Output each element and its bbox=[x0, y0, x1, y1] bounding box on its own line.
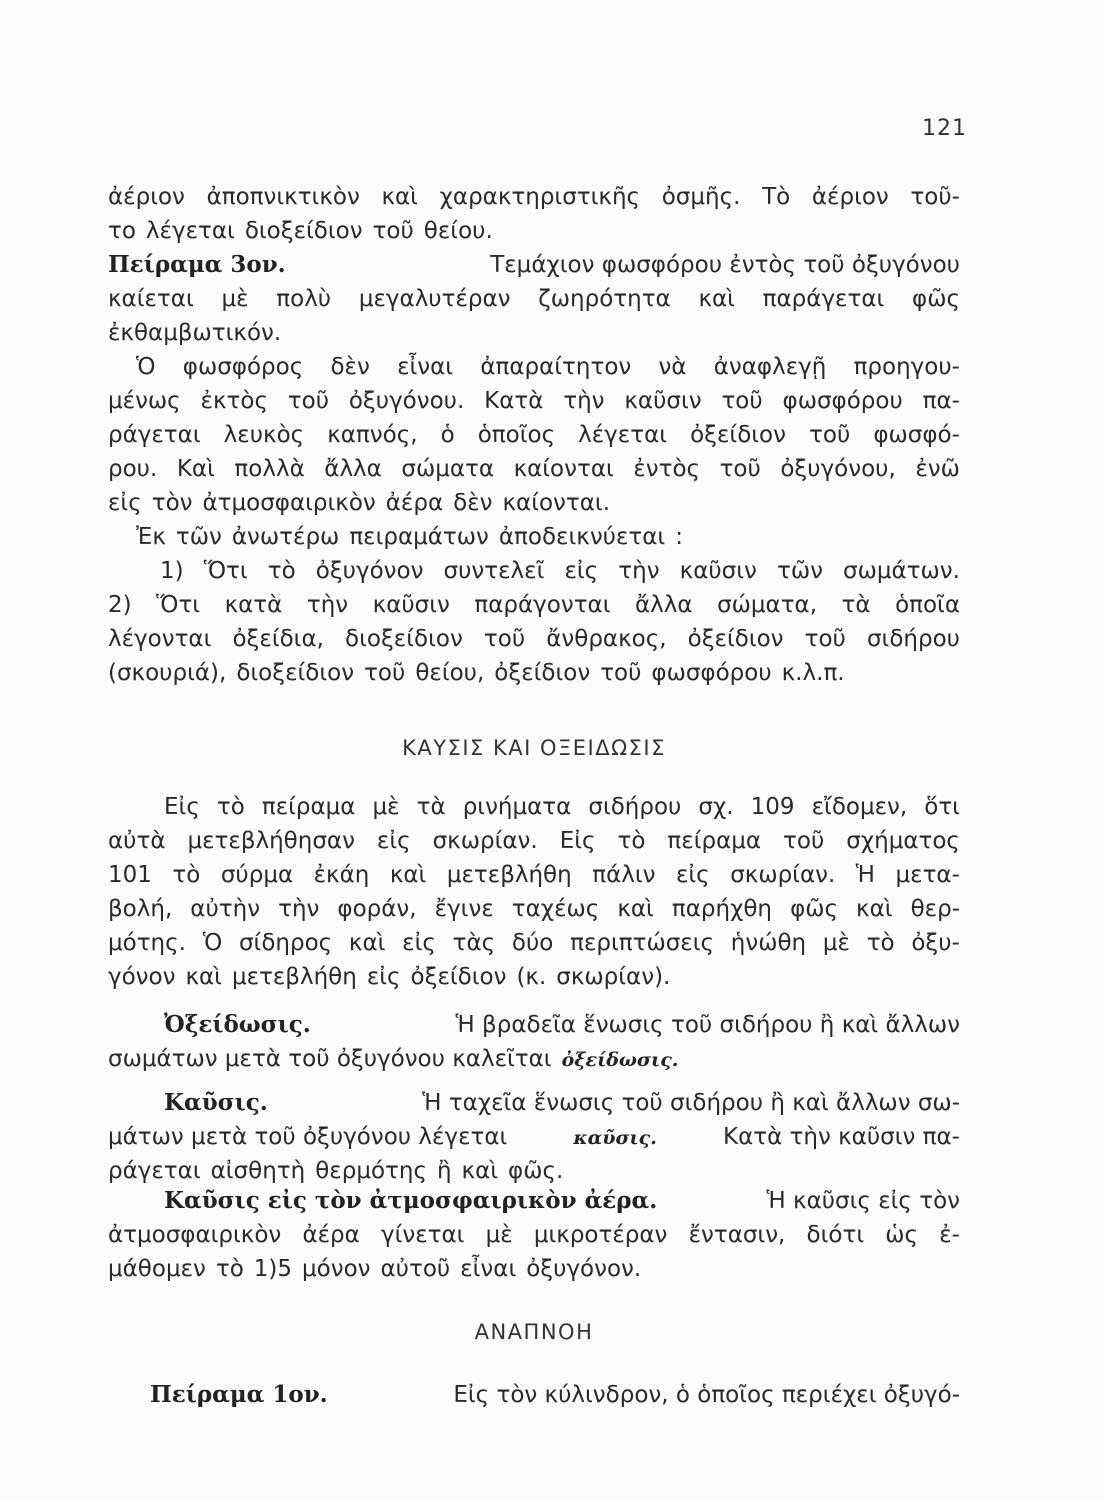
word: ἀποπνικτικὸν bbox=[206, 184, 360, 210]
word: ὀξείδιον bbox=[690, 422, 786, 448]
word: ράγεται bbox=[108, 1158, 201, 1184]
combustion-air-label: Καῦσις εἰς τὸν ἀτμοσφαιρικὸν ἀέρα. bbox=[164, 1187, 658, 1214]
word: καῦσιν bbox=[624, 388, 702, 414]
word: τὸ bbox=[617, 828, 646, 854]
word: πειραμάτων bbox=[349, 524, 489, 550]
word: ὁ bbox=[440, 422, 455, 448]
word: ἐντὸς bbox=[633, 456, 701, 482]
text-line bbox=[108, 1120, 960, 1154]
word: ἐκθαμβωτικόν. bbox=[108, 320, 282, 346]
word: δύο bbox=[511, 930, 554, 956]
word: (κ. bbox=[516, 964, 547, 990]
word: πείραμα bbox=[261, 794, 356, 820]
word: καὶ bbox=[461, 1158, 499, 1184]
word: σχήματος bbox=[846, 828, 960, 854]
word: ὀξυγόνον bbox=[315, 558, 424, 584]
word: εἰς bbox=[108, 490, 142, 516]
word: σχ. bbox=[698, 794, 734, 820]
word: εἰς bbox=[366, 964, 401, 990]
word: φωσφό- bbox=[873, 422, 960, 448]
text-line bbox=[108, 452, 960, 486]
combustion-text: Ἡ ταχεῖα ἕνωσις τοῦ σιδήρου ἢ καὶ ἄλλων σω- bbox=[422, 1090, 960, 1116]
text-line bbox=[108, 1042, 960, 1076]
word: μετεβλήθη bbox=[231, 964, 357, 990]
word: ἄνθρακος, bbox=[546, 626, 667, 652]
word: ἀνωτέρω bbox=[231, 524, 340, 550]
word: τοῦ bbox=[600, 660, 642, 686]
word: τοῦ bbox=[719, 456, 761, 482]
combustion-continuation: Κατὰ τὴν καῦσιν πα- bbox=[722, 1124, 960, 1150]
word: Ἡ bbox=[855, 862, 876, 888]
word: Ἐκ bbox=[136, 524, 166, 550]
word: προηγου- bbox=[853, 354, 960, 380]
text-line bbox=[108, 588, 960, 622]
text-line bbox=[108, 1378, 960, 1412]
word: μικροτέραν bbox=[533, 1222, 668, 1248]
word: ἀέριον bbox=[811, 184, 889, 210]
word: τὸ bbox=[216, 794, 245, 820]
word: ὀξείδιον bbox=[494, 660, 591, 686]
word: καὶ bbox=[381, 184, 418, 210]
word: τοῦ bbox=[783, 828, 825, 854]
word: αἰσθητὴ bbox=[210, 1158, 306, 1184]
word: ἢ bbox=[436, 1158, 452, 1184]
word: ἔντασιν, bbox=[688, 1222, 786, 1248]
word: 1)5 bbox=[253, 1256, 293, 1282]
experiment-3-label: Πείραμα 3ον. bbox=[108, 251, 286, 278]
text-line bbox=[108, 384, 960, 418]
text-line bbox=[108, 180, 960, 214]
section-heading-combustion-oxidation: ΚΑΥΣΙΣ ΚΑΙ ΟΞΕΙΔΩΣΙΣ bbox=[402, 736, 666, 760]
paragraph-combustion-in-air bbox=[108, 1184, 960, 1286]
word: πα- bbox=[922, 388, 960, 414]
word: ράγεται bbox=[108, 422, 201, 448]
word: γίνεται bbox=[380, 1222, 465, 1248]
word: χαρακτηριστικῆς bbox=[439, 184, 641, 210]
word: φωσφόρου bbox=[782, 388, 903, 414]
text-line bbox=[108, 790, 960, 824]
paragraph-iron-filings bbox=[108, 790, 960, 994]
word: ὀξείδια, bbox=[232, 626, 324, 652]
combustion-label: Καῦσις. bbox=[164, 1089, 268, 1116]
word: εἶναι bbox=[397, 354, 454, 380]
word: βολή, bbox=[108, 896, 173, 922]
word: καίονται bbox=[513, 456, 614, 482]
word: ταχέως bbox=[511, 896, 600, 922]
word: λέγεται bbox=[578, 422, 668, 448]
word: γόνον bbox=[108, 964, 176, 990]
word: περιπτώσεις bbox=[570, 930, 715, 956]
word: τῶν bbox=[175, 524, 222, 550]
word: τὰ bbox=[841, 592, 871, 618]
text-line bbox=[108, 248, 960, 282]
word: τὴν bbox=[306, 592, 349, 618]
word: παράγεται bbox=[762, 286, 885, 312]
word: τὴν bbox=[278, 896, 320, 922]
word: πολὺ bbox=[276, 286, 332, 312]
word: διοξείδιον bbox=[244, 218, 363, 244]
word: πολλὰ bbox=[234, 456, 305, 482]
word: Ὅτι bbox=[203, 558, 248, 584]
text-line bbox=[108, 1184, 960, 1218]
word: σίδηρος bbox=[238, 930, 333, 956]
experiment-1-label: Πείραμα 1ον. bbox=[150, 1381, 328, 1408]
paragraph-phosphorus bbox=[108, 350, 960, 690]
word: ὁποῖα bbox=[895, 592, 960, 618]
text-line bbox=[108, 350, 960, 384]
word: ἀτμοσφαιρικὸν bbox=[108, 1222, 282, 1248]
word: τοῦ bbox=[804, 626, 846, 652]
word: το bbox=[108, 218, 136, 244]
word: καὶ bbox=[185, 964, 222, 990]
word: ἀποδεικνύεται bbox=[498, 524, 666, 550]
word: τοῦ bbox=[809, 422, 851, 448]
word: ὀξείδιον bbox=[410, 964, 507, 990]
word: μετεβλήθησαν bbox=[187, 828, 355, 854]
word: διοξείδιον bbox=[236, 660, 355, 686]
oxidation-text: Ἡ βραδεῖα ἕνωσις τοῦ σιδήρου ἢ καὶ ἄλλων bbox=[455, 1012, 960, 1038]
word: : bbox=[675, 524, 683, 550]
text-line bbox=[108, 824, 960, 858]
word: φῶς. bbox=[508, 1158, 564, 1184]
word: ὀξείδιον bbox=[687, 626, 784, 652]
word: φῶς bbox=[912, 286, 960, 312]
word: κατὰ bbox=[224, 592, 283, 618]
word: ἡνώθη bbox=[730, 930, 807, 956]
word: λευκὸς bbox=[223, 422, 305, 448]
word: συντελεῖ bbox=[443, 558, 545, 584]
word: φῶς bbox=[790, 896, 838, 922]
word: καίονται. bbox=[502, 490, 611, 516]
paragraph-combustion bbox=[108, 1086, 960, 1188]
word: καὶ bbox=[617, 896, 654, 922]
word: Ὅτι bbox=[156, 592, 201, 618]
text-line bbox=[108, 960, 960, 994]
word: τὸ bbox=[172, 862, 201, 888]
word: σύρμα bbox=[220, 862, 294, 888]
combustion-air-text: Ἡ καῦσις εἰς τὸν bbox=[766, 1188, 960, 1214]
word: τοῦ bbox=[483, 626, 526, 652]
word: σκωρίαν. bbox=[730, 862, 836, 888]
combustion-definition: μάτων μετὰ τοῦ ὀξυγόνου λέγεται bbox=[108, 1124, 508, 1150]
word: ἀτμοσφαιρικὸν bbox=[202, 490, 376, 516]
word: μάθομεν bbox=[108, 1256, 206, 1282]
word: τοῦ bbox=[372, 218, 414, 244]
word: παράγονται bbox=[474, 592, 611, 618]
paragraph-oxidation bbox=[108, 1008, 960, 1076]
word: ὀξυ- bbox=[911, 930, 960, 956]
paragraph-experiment-1 bbox=[108, 1378, 960, 1412]
text-line bbox=[108, 486, 960, 520]
word: αὐτὰ bbox=[108, 828, 166, 854]
page-number: 121 bbox=[922, 116, 967, 141]
word: διοξείδιον bbox=[345, 626, 463, 652]
word: τοῦ bbox=[287, 388, 330, 414]
word: μὲ bbox=[822, 930, 850, 956]
word: καίεται bbox=[108, 286, 194, 312]
word: καῦσιν bbox=[372, 592, 450, 618]
word: ρινήματα bbox=[462, 794, 572, 820]
word: ἐνῶ bbox=[915, 456, 960, 482]
word: Ὁ bbox=[136, 354, 156, 380]
word: θερ- bbox=[910, 896, 960, 922]
oxidation-definition: σωμάτων μετὰ τοῦ ὀξυγόνου καλεῖται bbox=[108, 1046, 552, 1072]
word: παρήχθη bbox=[671, 896, 773, 922]
word: ἀέριον bbox=[108, 184, 185, 210]
word: καπνός, bbox=[327, 422, 418, 448]
word: εἰς bbox=[564, 558, 599, 584]
word: ἐ- bbox=[939, 1222, 960, 1248]
word: καὶ bbox=[389, 862, 427, 888]
word: σκωρίαν). bbox=[556, 964, 671, 990]
word: τῶν bbox=[776, 558, 823, 584]
oxidation-term: ὀξείδωσις. bbox=[561, 1049, 679, 1071]
text-line bbox=[108, 1008, 960, 1042]
word: 2) bbox=[108, 592, 132, 618]
experiment-1-text: Εἰς τὸν κύλινδρον, ὁ ὁποῖος περιέχει ὀξυγό- bbox=[453, 1382, 960, 1408]
text-line bbox=[108, 418, 960, 452]
word: αὐτὴν bbox=[190, 896, 261, 922]
word: θερμότης bbox=[315, 1158, 427, 1184]
word: ὁποῖος bbox=[477, 422, 556, 448]
word: 101 bbox=[108, 862, 152, 888]
text-line bbox=[108, 858, 960, 892]
word: ὡς bbox=[885, 1222, 919, 1248]
word: (σκουριά), bbox=[108, 660, 227, 686]
word: ἐκάη bbox=[313, 862, 370, 888]
section-heading-respiration: ΑΝΑΠΝΟΗ bbox=[474, 1320, 594, 1344]
word: τοῦ- bbox=[910, 184, 960, 210]
word: εἰς bbox=[675, 862, 710, 888]
word: θείου. bbox=[423, 218, 493, 244]
word: διότι bbox=[806, 1222, 865, 1248]
word: Κατὰ bbox=[484, 388, 544, 414]
text-line bbox=[108, 520, 960, 554]
word: φοράν, bbox=[337, 896, 417, 922]
text-line bbox=[108, 892, 960, 926]
word: ζωηρότητα bbox=[538, 286, 671, 312]
word: μεγαλυτέραν bbox=[358, 286, 511, 312]
text-line bbox=[108, 1086, 960, 1120]
word: 109 bbox=[750, 794, 795, 820]
word: τοῦ bbox=[364, 660, 406, 686]
word: μὲ bbox=[221, 286, 249, 312]
word: εἰς bbox=[376, 828, 411, 854]
word: ρου. bbox=[108, 456, 158, 482]
word: τὸ bbox=[866, 930, 895, 956]
word: σκωρίαν. bbox=[432, 828, 538, 854]
word: ἀέρα bbox=[385, 490, 444, 516]
word: εἰς bbox=[402, 930, 436, 956]
word: ὀσμῆς. bbox=[661, 184, 741, 210]
word: πάλιν bbox=[592, 862, 656, 888]
paragraph-gas-smell bbox=[108, 180, 960, 248]
word: καὶ bbox=[698, 286, 735, 312]
word: κ.λ.π. bbox=[781, 660, 845, 686]
word: ἔγινε bbox=[434, 896, 494, 922]
word: Καὶ bbox=[176, 456, 215, 482]
word: δὲν bbox=[453, 490, 493, 516]
text-line bbox=[108, 1218, 960, 1252]
word: τοῦ bbox=[721, 388, 763, 414]
text-line bbox=[108, 214, 960, 248]
text-line bbox=[108, 554, 960, 588]
word: τὴν bbox=[618, 558, 660, 584]
text-line bbox=[108, 1154, 960, 1188]
oxidation-label: Ὀξείδωσις. bbox=[164, 1011, 311, 1038]
text-line bbox=[108, 656, 960, 690]
word: τὰς bbox=[452, 930, 496, 956]
word: ὀξυγόνου. bbox=[348, 388, 465, 414]
word: μὲ bbox=[372, 794, 400, 820]
text-line bbox=[108, 622, 960, 656]
word: φωσφόρος bbox=[182, 354, 304, 380]
word: λέγονται bbox=[108, 626, 212, 652]
word: ἐκτὸς bbox=[200, 388, 268, 414]
word: τὰ bbox=[416, 794, 446, 820]
word: καὶ bbox=[856, 896, 893, 922]
word: ἀναφλεγῇ bbox=[713, 354, 827, 380]
word: λέγεται bbox=[145, 218, 235, 244]
word: μὲ bbox=[485, 1222, 513, 1248]
word: θείου, bbox=[415, 660, 485, 686]
word: νὰ bbox=[658, 354, 687, 380]
word: μετα- bbox=[895, 862, 960, 888]
word: δὲν bbox=[330, 354, 370, 380]
word: καὶ bbox=[348, 930, 386, 956]
word: σώματα, bbox=[717, 592, 818, 618]
word: ἄλλα bbox=[324, 456, 382, 482]
word: Ὁ bbox=[202, 930, 223, 956]
word: μόνον bbox=[302, 1256, 371, 1282]
word: ὅτι bbox=[924, 794, 960, 820]
word: μότης. bbox=[108, 930, 186, 956]
word: μετεβλήθη bbox=[446, 862, 572, 888]
word: τὴν bbox=[563, 388, 605, 414]
word: Εἰς bbox=[164, 794, 200, 820]
word: τὸ bbox=[267, 558, 296, 584]
word: εἴδομεν, bbox=[811, 794, 908, 820]
text-line bbox=[108, 926, 960, 960]
word: Εἰς bbox=[559, 828, 596, 854]
word: εἶναι bbox=[460, 1256, 517, 1282]
word: τὸ bbox=[215, 1256, 244, 1282]
word: ἄλλα bbox=[635, 592, 693, 618]
word: αὐτοῦ bbox=[380, 1256, 451, 1282]
word: σιδήρου bbox=[866, 626, 960, 652]
word: ἀπαραίτητον bbox=[480, 354, 632, 380]
word: 1) bbox=[160, 558, 184, 584]
word: καῦσιν bbox=[679, 558, 757, 584]
word: μένως bbox=[108, 388, 181, 414]
word: ἀέρα bbox=[302, 1222, 360, 1248]
word: πείραμα bbox=[667, 828, 762, 854]
paragraph-experiment-3 bbox=[108, 248, 960, 350]
word: ὀξυγόνον. bbox=[526, 1256, 642, 1282]
word: σώματα bbox=[401, 456, 495, 482]
text-line bbox=[108, 316, 960, 350]
word: φωσφόρου bbox=[651, 660, 772, 686]
word: σωμάτων. bbox=[843, 558, 960, 584]
experiment-3-text: Τεμάχιον φωσφόρου ἐντὸς τοῦ ὀξυγόνου bbox=[490, 252, 960, 278]
text-line bbox=[108, 282, 960, 316]
word: ὀξυγόνου, bbox=[780, 456, 896, 482]
word: Τὸ bbox=[762, 184, 791, 210]
word: σιδήρου bbox=[588, 794, 682, 820]
combustion-term: καῦσις. bbox=[573, 1127, 657, 1149]
word: τὸν bbox=[151, 490, 193, 516]
text-line bbox=[108, 1252, 960, 1286]
